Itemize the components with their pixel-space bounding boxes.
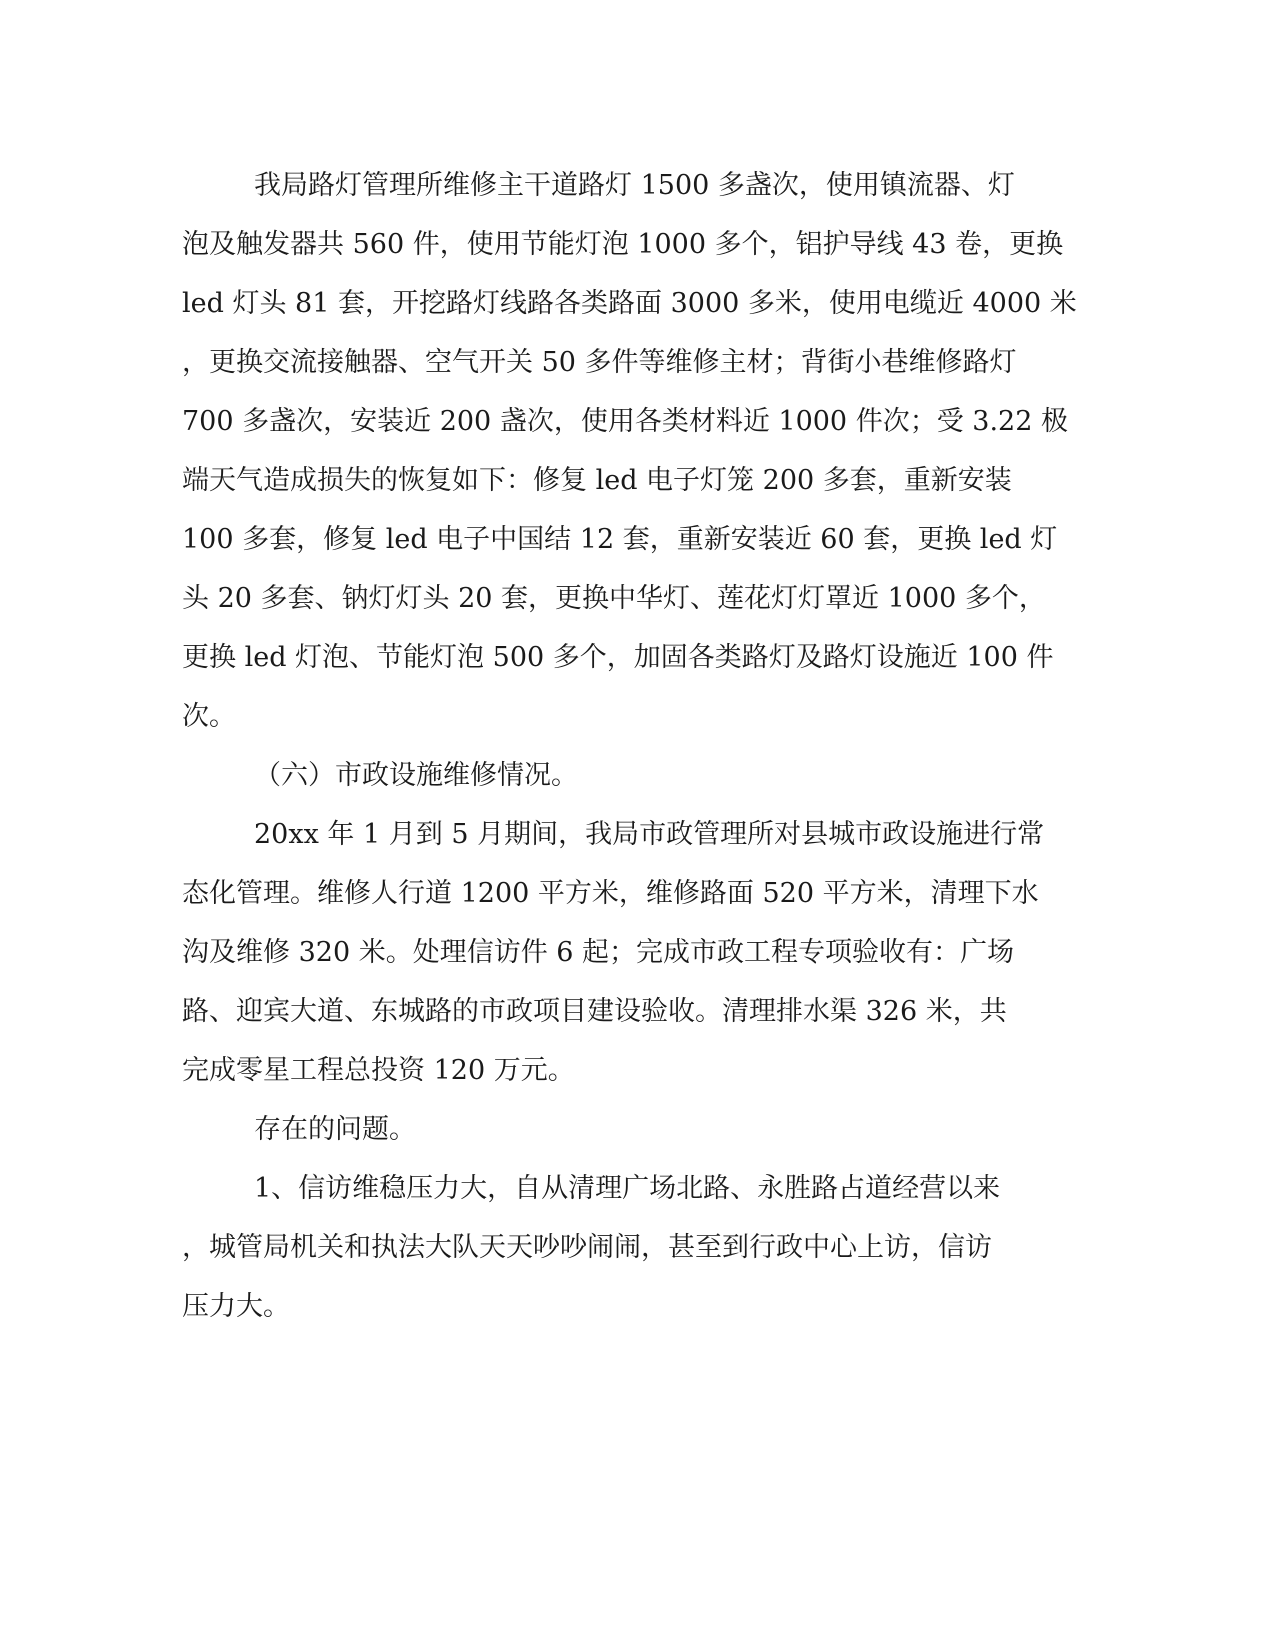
problems-heading: 存在的问题。 <box>254 1114 416 1145</box>
text-line: 泡及触发器共 560 件，使用节能灯泡 1000 多个，铝护导线 43 卷，更换 <box>182 229 1064 260</box>
paragraph-streetlight-maintenance <box>182 156 1077 746</box>
text-line: 更换 led 灯泡、节能灯泡 500 多个，加固各类路灯及路灯设施近 100 件 <box>182 642 1054 673</box>
text-line: 态化管理。维修人行道 1200 平方米，维修路面 520 平方米，清理下水 <box>182 878 1039 909</box>
text-line: 1、信访维稳压力大，自从清理广场北路、永胜路占道经营以来 <box>254 1173 1001 1204</box>
text-line: ，更换交流接触器、空气开关 50 多件等维修主材；背街小巷维修路灯 <box>182 347 1017 378</box>
text-line: 端天气造成损失的恢复如下：修复 led 电子灯笼 200 多套，重新安装 <box>182 465 1012 496</box>
text-line: 压力大。 <box>182 1291 290 1322</box>
text-line: 20xx 年 1 月到 5 月期间，我局市政管理所对县城市政设施进行常 <box>254 819 1045 850</box>
section-heading: （六）市政设施维修情况。 <box>254 760 578 791</box>
text-line: ，城管局机关和执法大队天天吵吵闹闹，甚至到行政中心上访，信访 <box>182 1232 992 1263</box>
document-body <box>182 156 1077 1336</box>
text-line: 100 多套，修复 led 电子中国结 12 套，重新安装近 60 套，更换 led 灯 <box>182 524 1058 555</box>
paragraph-problem-1 <box>182 1159 1042 1336</box>
text-line: 路、迎宾大道、东城路的市政项目建设验收。清理排水渠 326 米，共 <box>182 996 1007 1027</box>
text-line: 次。 <box>182 701 236 732</box>
paragraph-municipal-maintenance <box>182 805 1045 1100</box>
text-line: led 灯头 81 套，开挖路灯线路各类路面 3000 多米，使用电缆近 4000 米 <box>182 288 1077 319</box>
text-line: 沟及维修 320 米。处理信访件 6 起；完成市政工程专项验收有：广场 <box>182 937 1015 968</box>
text-line: 头 20 多套、钠灯灯头 20 套，更换中华灯、莲花灯灯罩近 1000 多个， <box>182 583 1046 614</box>
text-line: 700 多盏次，安装近 200 盏次，使用各类材料近 1000 件次；受 3.22 极 <box>182 406 1068 437</box>
text-line: 完成零星工程总投资 120 万元。 <box>182 1055 575 1086</box>
text-line: 我局路灯管理所维修主干道路灯 1500 多盏次，使用镇流器、灯 <box>254 170 1015 201</box>
